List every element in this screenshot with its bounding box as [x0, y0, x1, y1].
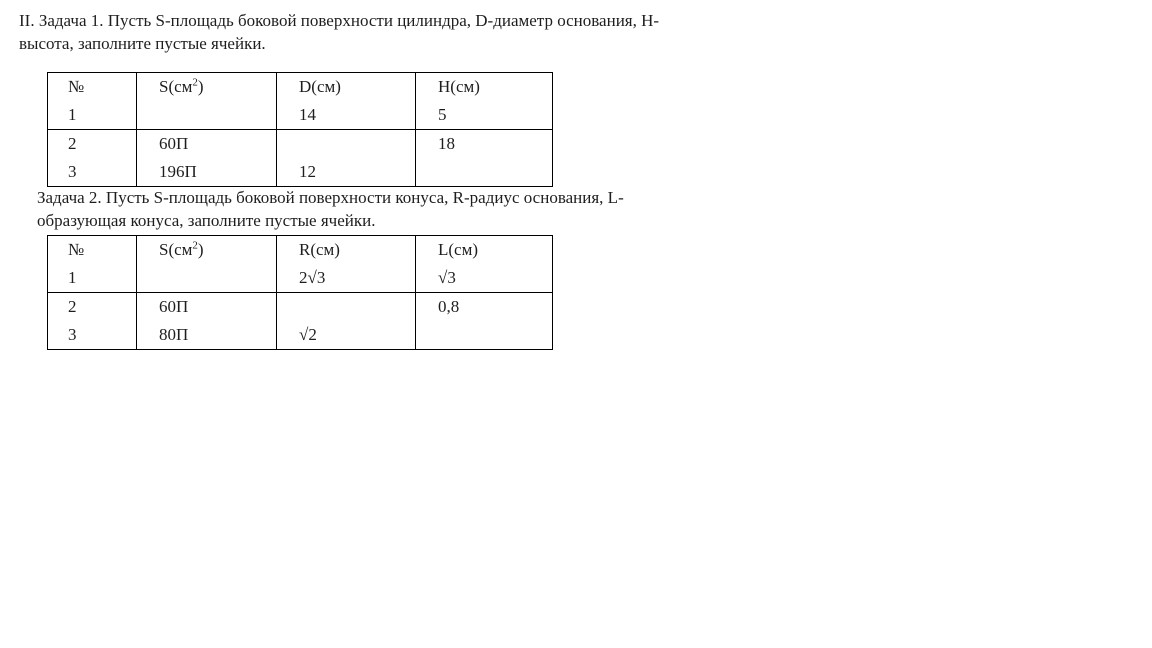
cell-r[interactable]: [277, 293, 416, 322]
cell-s[interactable]: 80П: [137, 321, 277, 350]
cell-num: 2: [48, 130, 137, 159]
cell-l[interactable]: [416, 321, 553, 350]
cell-num: 3: [48, 321, 137, 350]
header-s-base: S(см: [159, 240, 193, 259]
header-s-exp: 2: [192, 239, 198, 252]
header-s-base: S(см: [159, 77, 193, 96]
header-s: [137, 73, 277, 102]
cell-num: 1: [48, 101, 137, 130]
table-row: [48, 293, 553, 322]
table-row: [48, 264, 553, 293]
task2-line1: Задача 2. Пусть S-площадь боковой поверхности конуса, R-радиус основания, L-: [37, 188, 624, 207]
header-num: №: [48, 73, 137, 102]
cell-s[interactable]: 60П: [137, 130, 277, 159]
cell-h[interactable]: 18: [416, 130, 553, 159]
header-s-exp: 2: [192, 76, 198, 89]
cell-num: 2: [48, 293, 137, 322]
header-l: L(см): [416, 236, 553, 265]
header-r: R(см): [277, 236, 416, 265]
header-s-close: ): [197, 77, 204, 96]
task2-statement: [37, 186, 624, 232]
task1-line2: высота, заполните пустые ячейки.: [19, 34, 266, 53]
cell-l[interactable]: √3: [416, 264, 553, 293]
header-d: D(см): [277, 73, 416, 102]
task2-table: [47, 235, 553, 350]
task1-line1: II. Задача 1. Пусть S-площадь боковой поверхности цилиндра, D-диаметр основания, H-: [19, 11, 660, 30]
header-num: №: [48, 236, 137, 265]
cell-s[interactable]: 196П: [137, 158, 277, 187]
header-s: [137, 236, 277, 265]
cell-r[interactable]: 2√3: [277, 264, 416, 293]
cell-l[interactable]: 0,8: [416, 293, 553, 322]
cell-d[interactable]: 14: [277, 101, 416, 130]
cell-d[interactable]: [277, 130, 416, 159]
table-row: [48, 158, 553, 187]
table-row: [48, 130, 553, 159]
cell-num: 3: [48, 158, 137, 187]
cell-num: 1: [48, 264, 137, 293]
header-s-close: ): [197, 240, 204, 259]
cell-d[interactable]: 12: [277, 158, 416, 187]
table-row: [48, 101, 553, 130]
cell-s[interactable]: 60П: [137, 293, 277, 322]
table-row: [48, 321, 553, 350]
cell-s[interactable]: [137, 101, 277, 130]
cell-h[interactable]: [416, 158, 553, 187]
task1-header-row: [48, 73, 553, 102]
cell-h[interactable]: 5: [416, 101, 553, 130]
cell-r[interactable]: √2: [277, 321, 416, 350]
task2-header-row: [48, 236, 553, 265]
header-h: H(см): [416, 73, 553, 102]
task2-line2: образующая конуса, заполните пустые ячейки.: [37, 211, 376, 230]
cell-s[interactable]: [137, 264, 277, 293]
task1-table: [47, 72, 553, 187]
task1-statement: [19, 9, 659, 55]
